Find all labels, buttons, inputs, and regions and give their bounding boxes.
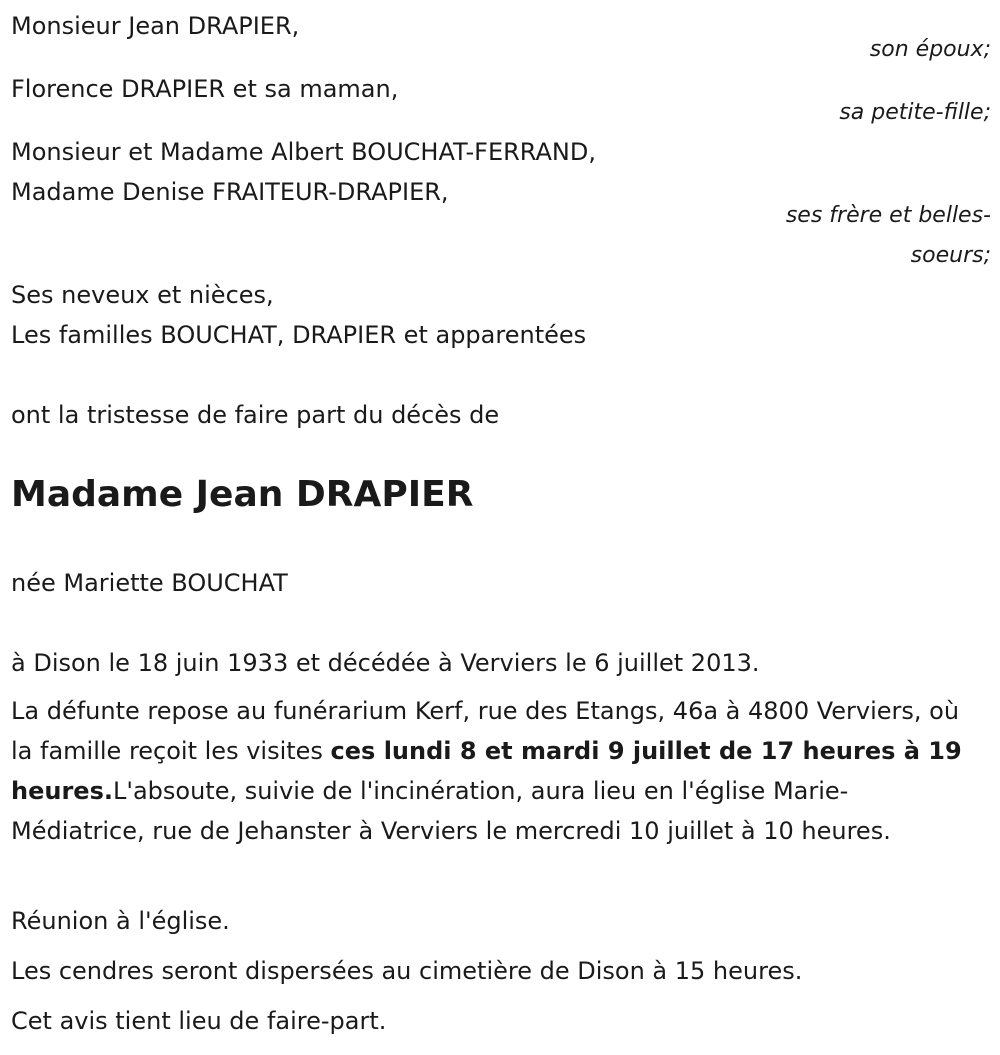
family-related-families: Les familles BOUCHAT, DRAPIER et apparentées <box>11 321 587 349</box>
absoute-text: L'absoute, suivie de l'incinération, aura lieu en l'église Marie-Médiatrice, rue de Jehanster à Verviers le mercredi 10 juillet à 10 heures. <box>11 777 891 845</box>
deceased-name: Madame Jean DRAPIER <box>11 474 474 515</box>
family-member-brother: Monsieur et Madame Albert BOUCHAT-FERRAND, <box>11 138 596 166</box>
repose-text: La défunte repose au funérarium Kerf, rue des Etangs, 46a à 4800 Verviers, où la famille reçoit les visites <box>11 697 960 765</box>
reunion-text: Réunion à l'église. <box>11 907 230 935</box>
relation-siblings-line1: ses frère et belles- <box>785 203 991 228</box>
deceased-maiden-name: née Mariette BOUCHAT <box>11 569 288 597</box>
family-nephews-nieces: Ses neveux et nièces, <box>11 281 274 309</box>
ashes-text: Les cendres seront dispersées au cimetière de Dison à 15 heures. <box>11 957 803 985</box>
closing-text: Cet avis tient lieu de faire-part. <box>11 1007 387 1035</box>
relation-husband: son époux; <box>869 37 991 62</box>
family-member-sister-in-law: Madame Denise FRAITEUR-DRAPIER, <box>11 178 449 206</box>
relation-siblings-line2: soeurs; <box>910 243 991 268</box>
announcement-text: ont la tristesse de faire part du décès de <box>11 401 500 429</box>
funeral-details <box>11 691 971 851</box>
family-member-husband: Monsieur Jean DRAPIER, <box>11 12 300 40</box>
deceased-dates: à Dison le 18 juin 1933 et décédée à Verviers le 6 juillet 2013. <box>11 649 760 677</box>
family-member-granddaughter: Florence DRAPIER et sa maman, <box>11 75 399 103</box>
visit-times: ces lundi 8 et mardi 9 juillet de 17 heures à 19 heures. <box>11 737 962 805</box>
relation-granddaughter: sa petite-fille; <box>839 100 991 125</box>
